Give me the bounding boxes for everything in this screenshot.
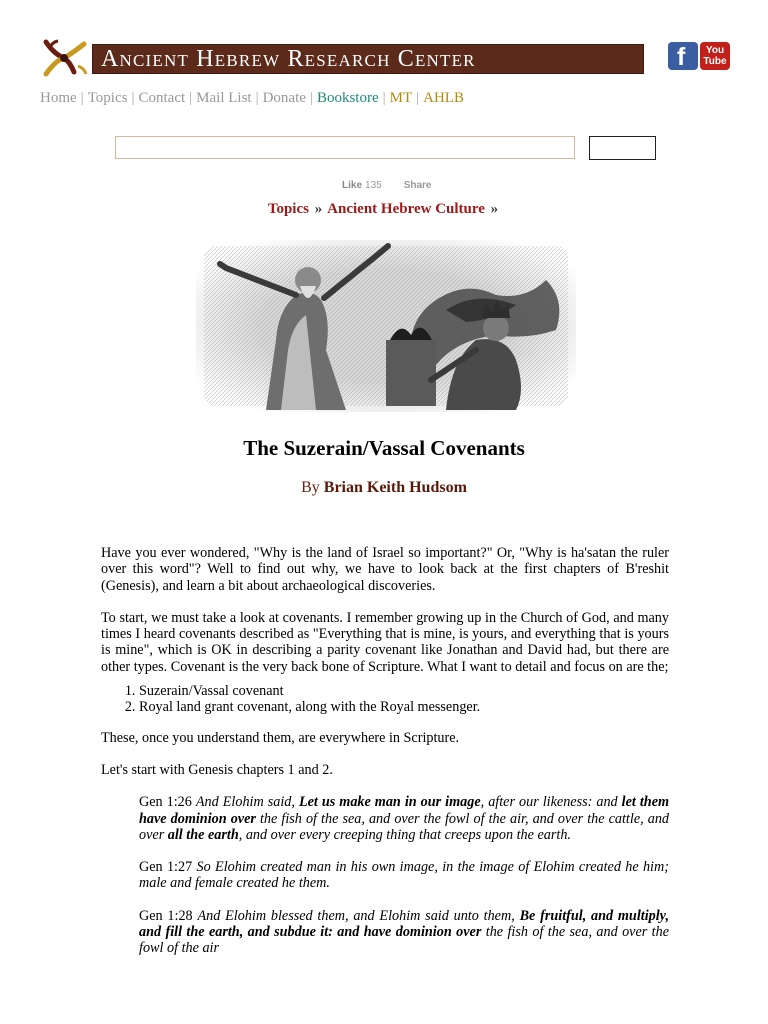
nav-ahlb[interactable]: AHLB — [423, 90, 464, 106]
breadcrumb-ancient-hebrew-culture[interactable]: Ancient Hebrew Culture — [327, 201, 485, 217]
youtube-icon[interactable]: You Tube — [700, 42, 730, 70]
nav-mt[interactable]: MT — [389, 90, 413, 106]
byline — [0, 479, 768, 497]
nav-topics[interactable]: Topics — [87, 90, 128, 106]
paragraph: To start, we must take a look at covenants. I remember growing up in the Church of God, and many times I heard covenants described as "Everything that is mine, is yours, and everything that is yours is mine", which is OK in describing a parity covenant like Jonathan and David had, but there are other types. Covenant is the very back bone of Scripture. What I want to detail and focus on are the; — [101, 609, 669, 675]
paragraph: Let's start with Genesis chapters 1 and 2. — [101, 761, 333, 778]
by-label: By — [301, 479, 320, 496]
main-nav: Home | Topics | Contact | Mail List | Donate | Bookstore | MT | AHLB — [40, 90, 464, 106]
site-header — [40, 36, 730, 82]
verse-gen-1-26: Gen 1:26 And Elohim said, Let us make man in our image, after our likeness: and let them have dominion over the fish of the sea, and over the fowl of the air, and over the cattle, and over all the earth, and over every creeping thing that creeps upon the earth. — [139, 794, 670, 843]
paragraph: These, once you understand them, are everywhere in Scripture. — [101, 729, 460, 746]
verse-gen-1-27: Gen 1:27 So Elohim created man in his own image, in the image of Elohim created he him; male and female created he them. — [139, 859, 669, 892]
list-item: 1. Suzerain/Vassal covenant — [139, 683, 669, 699]
logo-icon[interactable] — [40, 36, 90, 80]
article-title: The Suzerain/Vassal Covenants — [243, 436, 525, 460]
search-input[interactable] — [115, 136, 575, 159]
list-item: 2. Royal land grant covenant, along with the Royal messenger. — [139, 699, 669, 715]
article-body — [101, 545, 669, 973]
breadcrumb — [0, 201, 768, 218]
nav-home[interactable]: Home — [40, 90, 77, 106]
double-chevron-right-icon: » — [314, 201, 323, 217]
facebook-icon[interactable]: f — [668, 42, 698, 70]
like-button[interactable]: Like — [342, 180, 363, 191]
site-title-banner[interactable] — [92, 44, 644, 74]
verse-ref: Gen 1:28 — [139, 907, 193, 924]
social-share-bar — [342, 180, 432, 191]
nav-bookstore[interactable]: Bookstore — [316, 90, 379, 106]
search-button[interactable] — [589, 136, 656, 160]
nav-mail-list[interactable]: Mail List — [196, 90, 252, 106]
share-button[interactable]: Share — [403, 180, 432, 191]
double-chevron-right-icon: » — [490, 201, 499, 217]
article-illustration — [196, 240, 576, 412]
paragraph: Have you ever wondered, "Why is the land of Israel so important?" Or, "Why is ha'satan the ruler over this word"? Well to find out why, we have to look back at the first chapters of B'reshit (Genesis), and learn a bit about archaeological discoveries. — [101, 545, 669, 594]
covenant-list — [139, 683, 669, 716]
verse-ref: Gen 1:27 — [139, 859, 193, 876]
author-link[interactable]: Brian Keith Hudsom — [323, 479, 467, 496]
breadcrumb-topics[interactable]: Topics — [267, 201, 309, 217]
verse-ref: Gen 1:26 — [139, 794, 192, 811]
site-title: Ancient Hebrew Research Center — [101, 46, 476, 72]
like-count: 135 — [365, 180, 382, 191]
nav-donate[interactable]: Donate — [262, 90, 306, 106]
nav-contact[interactable]: Contact — [138, 90, 186, 106]
verse-gen-1-28: Gen 1:28 And Elohim blessed them, and Elohim said unto them, Be fruitful, and multiply, and fill the earth, and subdue it: and have dominion over the fish of the sea, and over the fowl of the air — [139, 907, 670, 957]
